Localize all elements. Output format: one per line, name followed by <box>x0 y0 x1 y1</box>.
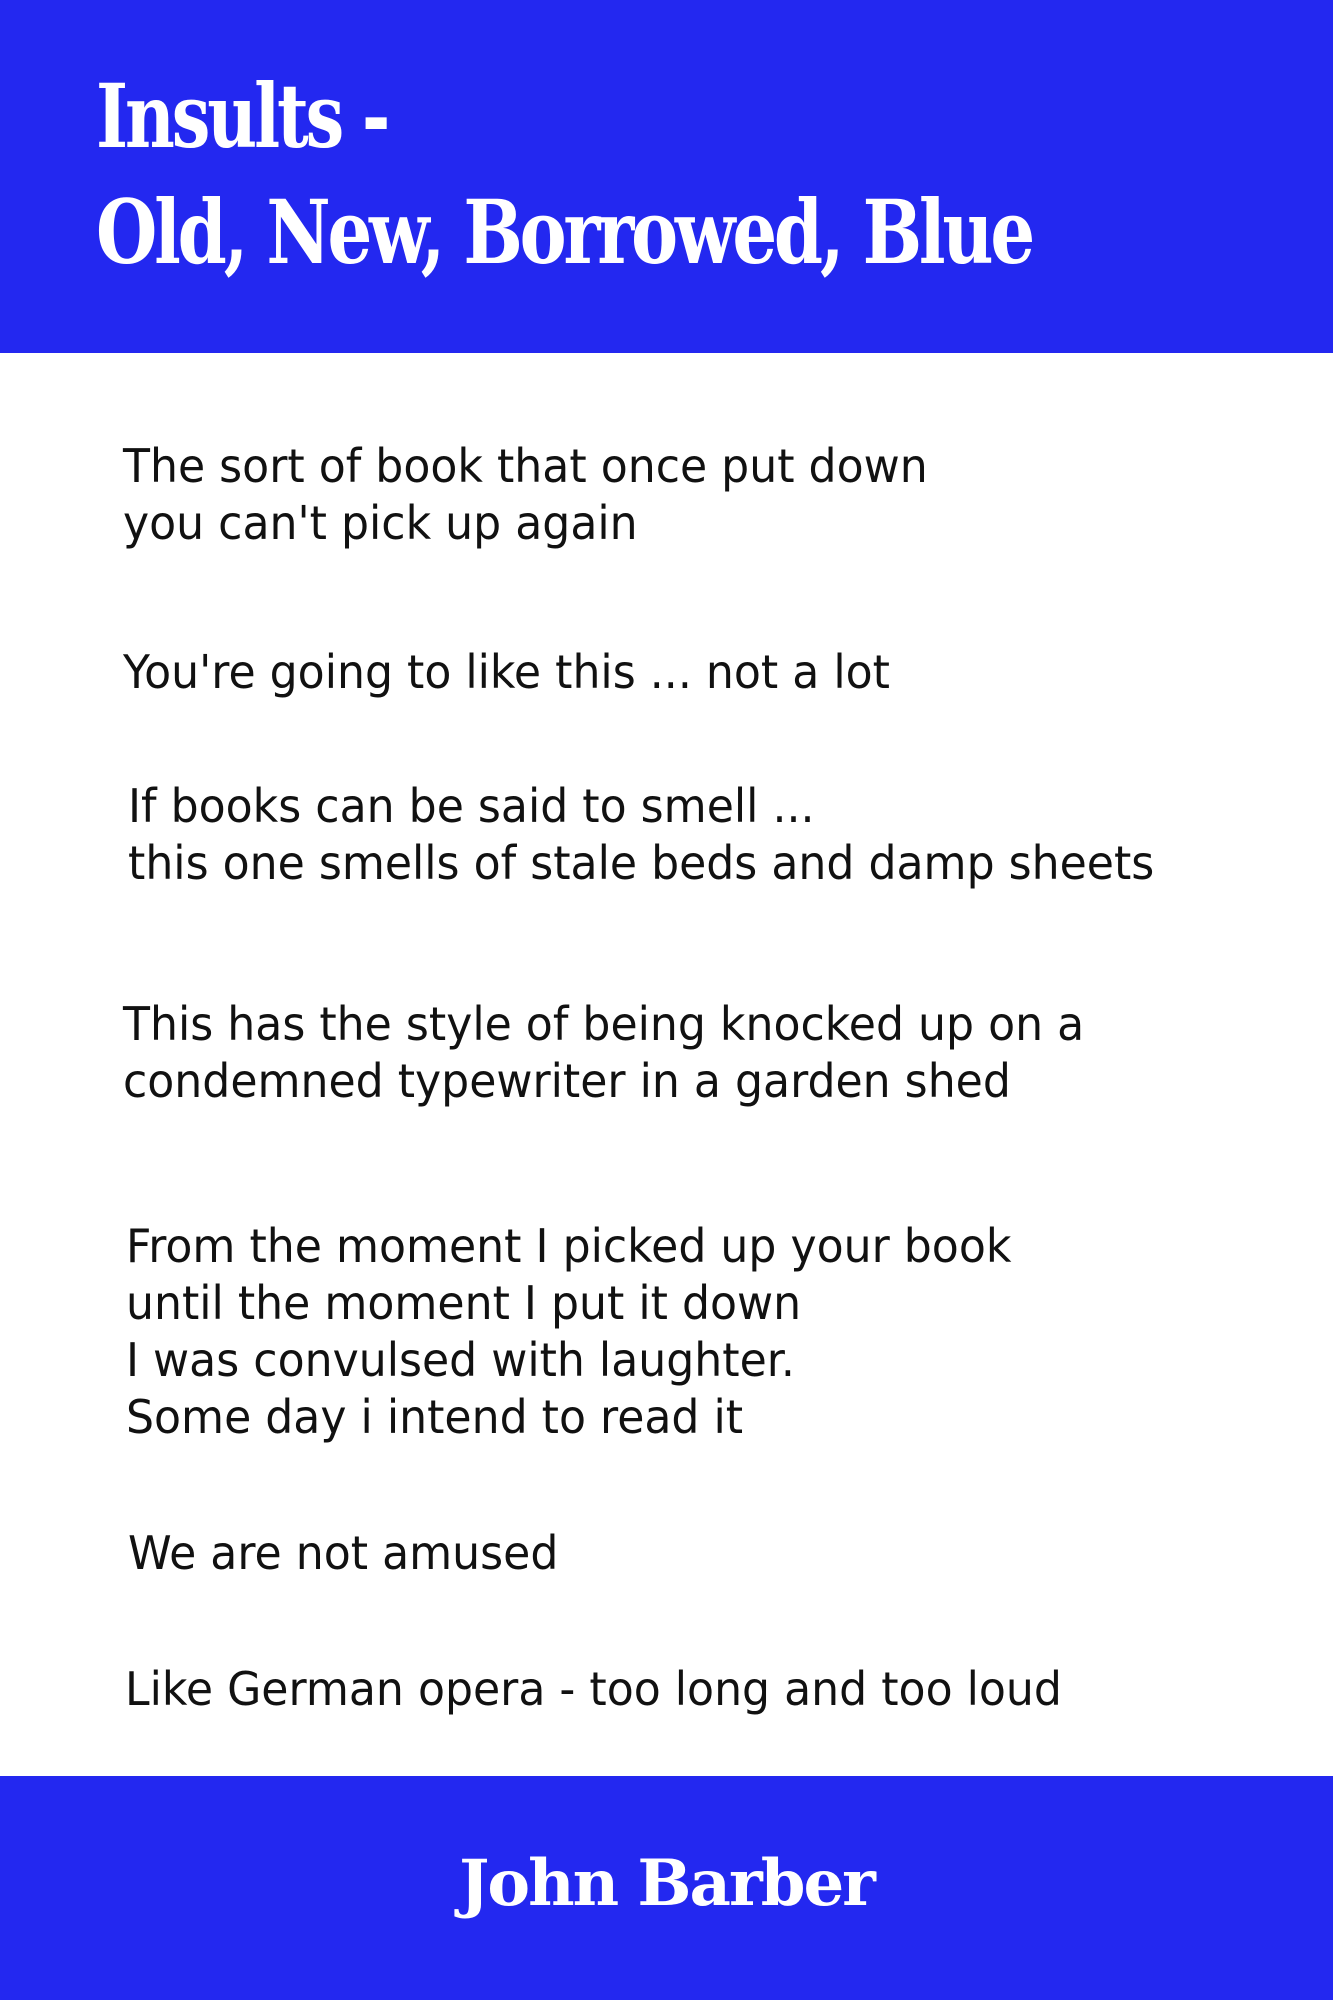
quote-1 <box>123 438 928 552</box>
quote-line: The sort of book that once put down <box>123 439 928 493</box>
book-title-line-1: Insults - <box>96 64 388 168</box>
quote-line: This has the style of being knocked up on a <box>123 997 1085 1051</box>
book-title-line-2: Old, New, Borrowed, Blue <box>96 180 1032 284</box>
quote-line: Some day i intend to read it <box>126 1390 744 1444</box>
quote-line: this one smells of stale beds and damp sheets <box>128 836 1155 890</box>
quote-7 <box>125 1661 1062 1718</box>
quote-2 <box>123 644 890 701</box>
quote-line: We are not amused <box>128 1526 559 1580</box>
author-name: John Barber <box>459 1846 874 1921</box>
quote-line: until the moment I put it down <box>126 1276 802 1330</box>
quote-line: you can't pick up again <box>123 496 638 550</box>
quote-line: From the moment I picked up your book <box>126 1219 1012 1273</box>
quote-line: Like German opera - too long and too loud <box>125 1662 1062 1716</box>
quote-6 <box>128 1525 558 1582</box>
title-banner <box>0 0 1333 353</box>
quote-3 <box>128 778 1154 892</box>
quote-4 <box>123 996 1084 1110</box>
quote-line: You're going to like this ... not a lot <box>123 645 890 699</box>
quote-5 <box>126 1218 1011 1446</box>
quote-line: condemned typewriter in a garden shed <box>123 1054 1011 1108</box>
quote-line: If books can be said to smell ... <box>128 779 815 833</box>
quote-line: I was convulsed with laughter. <box>126 1333 795 1387</box>
